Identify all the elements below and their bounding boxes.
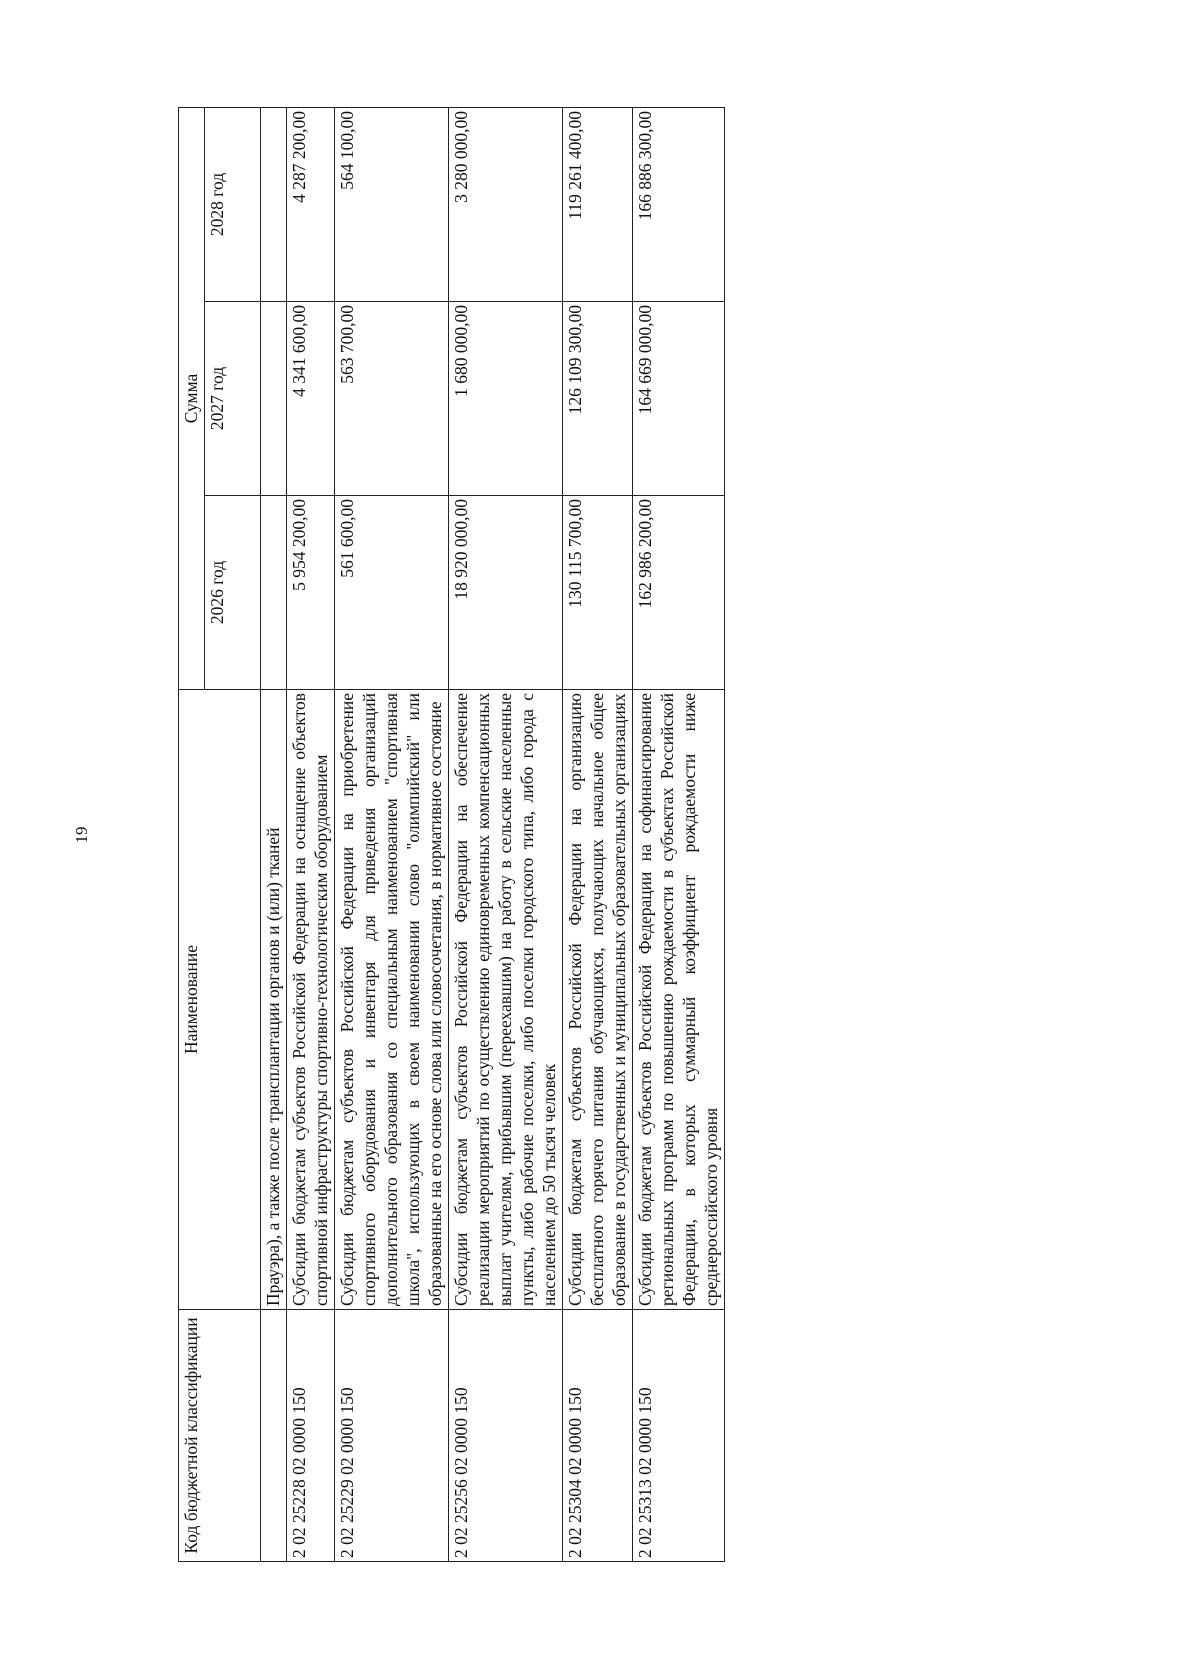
header-sum: Сумма (179, 107, 205, 689)
row-amount-2027: 563 700,00 (335, 302, 449, 496)
row-name: Субсидии бюджетам субъектов Российской Федерации на обеспечение реализации мероприятий по осуществлению единовременных компенсационных выплат учителям, прибывшим (переехавшим) на работу в сельские населенные пункты, либо рабочие поселки, либо поселки городского типа, либо города с населением до 50 тысяч человек (449, 690, 563, 1310)
row-name: Субсидии бюджетам субъектов Российской Федерации на оснащение объектов спортивной инфраструктуры спортивно-технологическим оборудованием (287, 690, 335, 1310)
row-code (261, 1310, 287, 1562)
row-amount-2028: 119 261 400,00 (563, 107, 633, 301)
row-name: Прауэра), а также после трансплантации органов и (или) тканей (261, 690, 287, 1310)
row-amount-2028: 564 100,00 (335, 107, 449, 301)
row-amount-2026: 130 115 700,00 (563, 496, 633, 690)
row-code: 2 02 25256 02 0000 150 (449, 1310, 563, 1562)
row-name: Субсидии бюджетам субъектов Российской Федерации на приобретение спортивного оборудования и инвентаря для приведения организаций дополнительного образования со специальным наименованием "спортивная школа", использующих в своем наименовании слово "олимпийский" или образованные на его основе слова или словосочетания, в нормативное состояние (335, 690, 449, 1310)
row-amount-2027: 4 341 600,00 (287, 302, 335, 496)
table-row (633, 107, 725, 1561)
row-amount-2026: 5 954 200,00 (287, 496, 335, 690)
table-row (449, 107, 563, 1561)
row-amount-2027: 1 680 000,00 (449, 302, 563, 496)
row-amount-2026 (261, 496, 287, 690)
row-amount-2028: 4 287 200,00 (287, 107, 335, 301)
row-amount-2027: 164 669 000,00 (633, 302, 725, 496)
row-code: 2 02 25229 02 0000 150 (335, 1310, 449, 1562)
page-number: 19 (72, 826, 91, 844)
table-row (563, 107, 633, 1561)
header-code: Код бюджетной классификации (179, 1310, 261, 1562)
table-row (287, 107, 335, 1561)
header-year-2027: 2027 год (205, 302, 261, 496)
row-amount-2028 (261, 107, 287, 301)
header-name: Наименование (179, 690, 261, 1310)
row-code: 2 02 25228 02 0000 150 (287, 1310, 335, 1562)
header-year-2026: 2026 год (205, 496, 261, 690)
table-row (335, 107, 449, 1561)
header-year-2028: 2028 год (205, 107, 261, 301)
row-code: 2 02 25304 02 0000 150 (563, 1310, 633, 1562)
row-amount-2026: 561 600,00 (335, 496, 449, 690)
row-amount-2028: 166 886 300,00 (633, 107, 725, 301)
budget-table-container (178, 108, 725, 1562)
row-amount-2027 (261, 302, 287, 496)
row-amount-2026: 18 920 000,00 (449, 496, 563, 690)
row-name: Субсидии бюджетам субъектов Российской Федерации на софинансирование региональных программ по повышению рождаемости в субъектах Российской Федерации, в которых суммарный коэффициент рождаемости ниже среднероссийского уровня (633, 690, 725, 1310)
row-code: 2 02 25313 02 0000 150 (633, 1310, 725, 1562)
row-amount-2028: 3 280 000,00 (449, 107, 563, 301)
row-name: Субсидии бюджетам субъектов Российской Федерации на организацию бесплатного горячего питания обучающихся, получающих начальное общее образование в государственных и муниципальных образовательных организациях (563, 690, 633, 1310)
budget-table (178, 107, 725, 1562)
row-amount-2027: 126 109 300,00 (563, 302, 633, 496)
row-amount-2026: 162 986 200,00 (633, 496, 725, 690)
table-row (261, 107, 287, 1561)
